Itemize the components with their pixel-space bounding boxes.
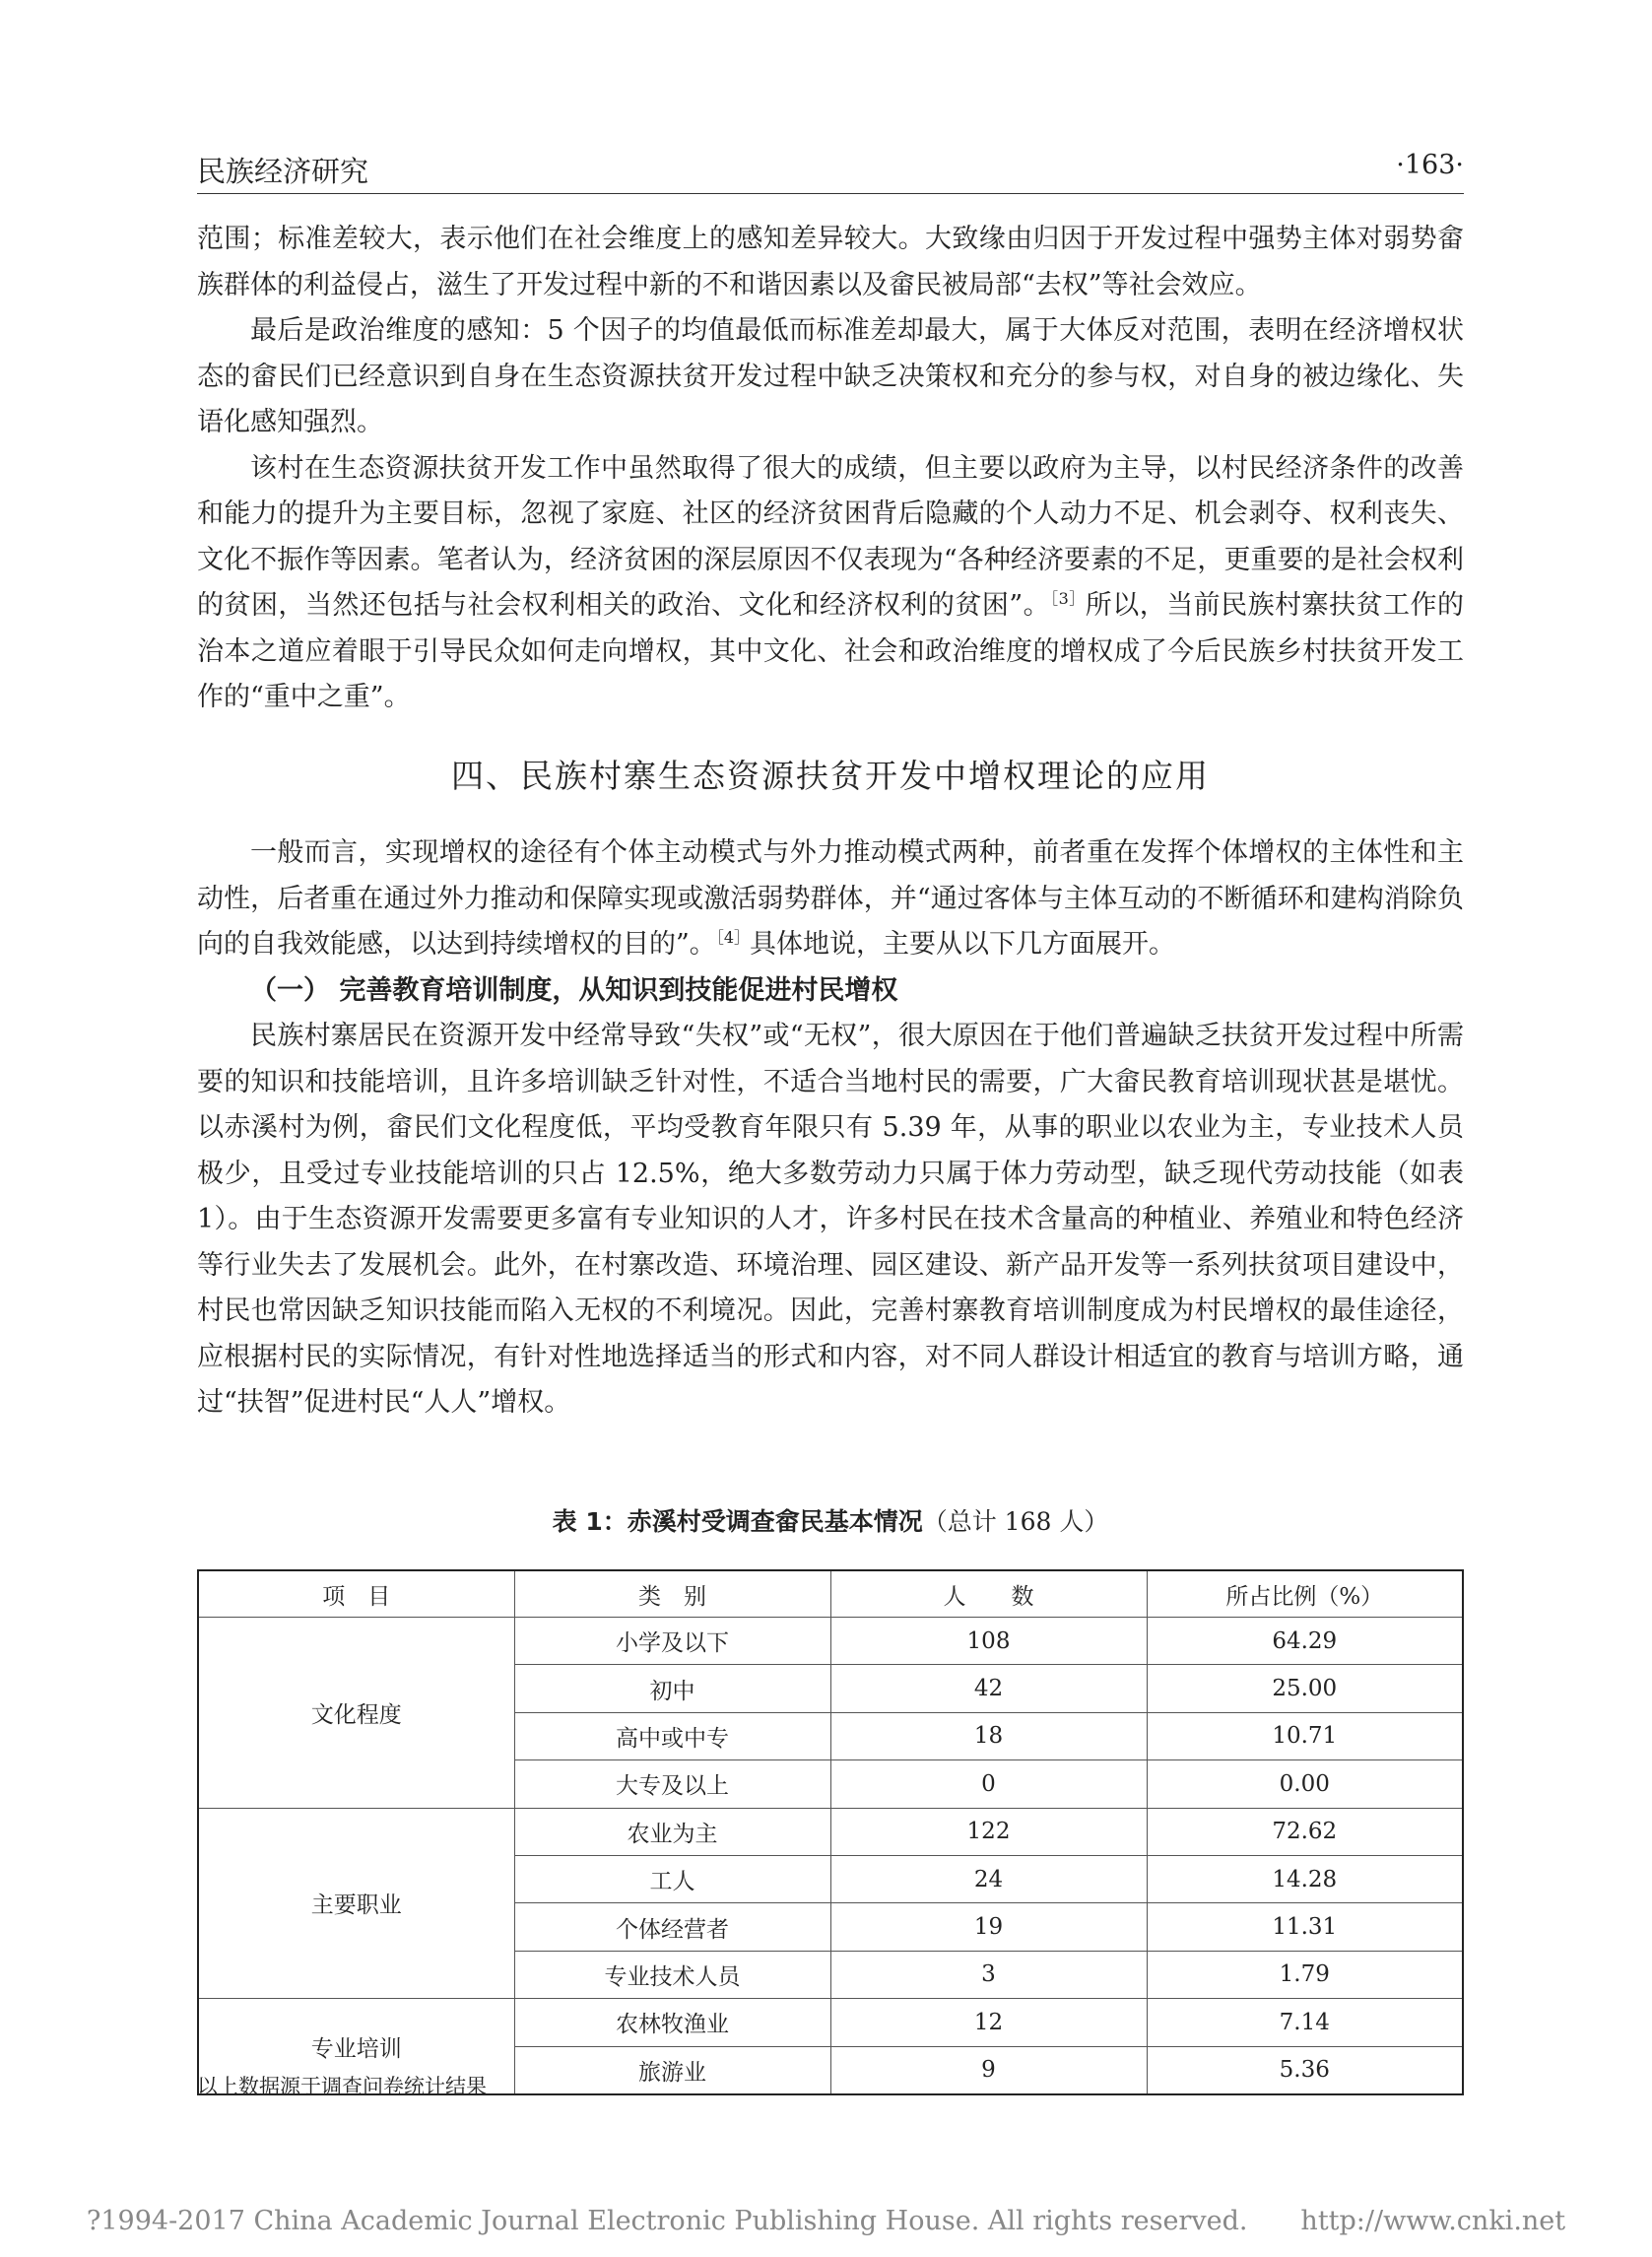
group-education: 文化程度 [198,1618,514,1809]
cell-count: 18 [830,1712,1147,1759]
header-percentage: 所占比例（%） [1147,1570,1463,1618]
paragraph-political-dimension: 最后是政治维度的感知：5 个因子的均值最低而标准差却最大，属于大体反对范围，表明在经济增权状态的畲民们已经意识到自身在生态资源扶贫开发过程中缺乏决策权和充分的参与权，对自身的被边缘化、失语化感知强烈。 [197,315,1464,437]
cell-percentage: 11.31 [1147,1903,1463,1951]
citation-3[interactable]: ［3］ [1050,589,1086,608]
header-item: 项 目 [198,1570,514,1618]
cell-category: 初中 [514,1665,830,1712]
cell-count: 0 [830,1760,1147,1808]
cell-count: 9 [830,2046,1147,2094]
cell-percentage: 25.00 [1147,1665,1463,1712]
cell-category: 大专及以上 [514,1760,830,1808]
cell-percentage: 0.00 [1147,1760,1463,1808]
cell-category: 农业为主 [514,1808,830,1855]
cell-category: 小学及以下 [514,1618,830,1665]
paragraph-village-text: 该村在生态资源扶贫开发工作中虽然取得了很大的成绩，但主要以政府为主导，以村民经济条件的改善和能力的提升为主要目标，忽视了家庭、社区的经济贫困背后隐藏的个人动力不足、机会剥夺、权利丧失、文化不振作等因素。笔者认为，经济贫困的深层原因不仅表现为“各种经济要素的不足，更重要的是社会权利的贫困，当然还包括与社会权利相关的政治、文化和经济权利的贫困”。 [197,452,1464,621]
cell-category: 旅游业 [514,2046,830,2094]
table-caption-title: 表 1：赤溪村受调查畲民基本情况 [552,1507,923,1536]
section-heading: 四、民族村寨生态资源扶贫开发中增权理论的应用 [451,757,1210,795]
header-category: 类 别 [514,1570,830,1618]
page-number: ·163· [1396,150,1464,180]
paragraph-education: 民族村寨居民在资源开发中经常导致“失权”或“无权”，很大原因在于他们普遍缺乏扶贫开发过程中所需要的知识和技能培训，且许多培训缺乏针对性，不适合当地村民的需要，广大畲民教育培训现状甚是堪忧。以赤溪村为例，畲民们文化程度低，平均受教育年限只有 5.39 年，从事的职业以农业为主，专业技术人员极少，且受过专业技能培训的只占 12.5%，绝大多数劳动力只属于体力劳动型，缺乏现代劳动技能（如表 1）。由于生态资源开发需要更多富有专业知识的人才，许多村民在技术含量高的种植业、养殖业和特色经济等行业失去了发展机会。此外，在村寨改造、环境治理、园区建设、新产品开发等一系列扶贫项目建设中，村民也常因缺乏知识技能而陷入无权的不利境况。因此，完善村寨教育培训制度成为村民增权的最佳途径，应根据村民的实际情况，有针对性地选择适当的形式和内容，对不同人群设计相适宜的教育与培训方略，通过“扶智”促进村民“人人”增权。 [197,1021,1464,1418]
group-training: 专业培训 [198,1999,514,2094]
subsection-heading: （一） 完善教育培训制度，从知识到技能促进村民增权 [250,974,898,1006]
journal-title: 民族经济研究 [197,155,369,188]
body-text-section-four [197,830,1464,1427]
copyright-footer: ?1994-2017 China Academic Journal Electronic Publishing House. All rights reserved. http://www.cnki.net [86,2206,1566,2236]
table-row [198,1999,1463,2046]
cell-count: 19 [830,1903,1147,1951]
header-count: 人 数 [830,1570,1147,1618]
table-source-note: 以上数据源于调查问卷统计结果 [197,2075,487,2098]
paragraph-village-text-cont: 所以，当前民族村寨扶贫工作的治本之道应着眼于引导民众如何走向增权，其中文化、社会和政治维度的增权成了今后民族乡村扶贫开发工作的“重中之重”。 [197,590,1464,712]
citation-4[interactable]: ［4］ [715,928,750,947]
cell-count: 122 [830,1808,1147,1855]
table-row [198,1618,1463,1665]
cell-percentage: 1.79 [1147,1951,1463,1998]
cell-percentage: 5.36 [1147,2046,1463,2094]
cell-category: 工人 [514,1855,830,1902]
body-text-top [197,217,1464,721]
table-row [198,1808,1463,1855]
cell-count: 12 [830,1999,1147,2046]
cell-category: 专业技术人员 [514,1951,830,1998]
paragraph-intro-text-cont: 具体地说，主要从以下几方面展开。 [750,929,1175,960]
page-header [197,148,1464,194]
table-caption [197,1502,1464,1538]
cell-count: 3 [830,1951,1147,1998]
cell-percentage: 10.71 [1147,1712,1463,1759]
group-occupation: 主要职业 [198,1808,514,1999]
cell-category: 农林牧渔业 [514,1999,830,2046]
cell-percentage: 64.29 [1147,1618,1463,1665]
cell-category: 高中或中专 [514,1712,830,1759]
paragraph-village-analysis [197,446,1464,721]
cell-percentage: 14.28 [1147,1855,1463,1902]
cell-count: 108 [830,1618,1147,1665]
table-caption-total: （总计 168 人） [922,1507,1109,1536]
survey-table [197,1569,1464,2095]
cell-percentage: 72.62 [1147,1808,1463,1855]
cell-count: 42 [830,1665,1147,1712]
paragraph-intro [197,830,1464,968]
paragraph-social-dimension: 范围；标准差较大，表示他们在社会维度上的感知差异较大。大致缘由归因于开发过程中强势主体对弱势畲族群体的利益侵占，滋生了开发过程中新的不和谐因素以及畲民被局部“去权”等社会效应。 [197,224,1464,300]
cell-percentage: 7.14 [1147,1999,1463,2046]
cell-category: 个体经营者 [514,1903,830,1951]
table-header-row [198,1570,1463,1618]
cell-count: 24 [830,1855,1147,1902]
paragraph-intro-text: 一般而言，实现增权的途径有个体主动模式与外力推动模式两种，前者重在发挥个体增权的主体性和主动性，后者重在通过外力推动和保障实现或激活弱势群体，并“通过客体与主体互动的不断循环和建构消除负向的自我效能感，以达到持续增权的目的”。 [197,837,1464,960]
